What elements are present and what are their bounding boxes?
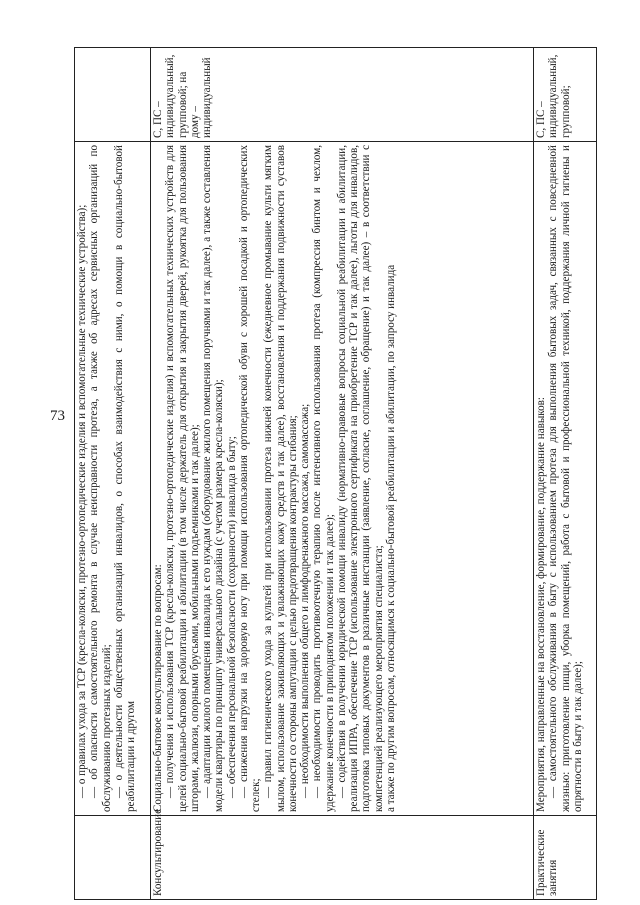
content-line: — правил гигиенического ухода за культей при использовании протеза нижней конечности (ежедневное промывание культи мягким мылом, использование заживляющих и увлажняющих кожу средств и так далее), восстановления и поддержания подвижности суставов конечности со стороны ампутации с целью предотвращения контрактуры сгибания; xyxy=(262,145,299,812)
form-cell: С, ПС – индивидуальный, групповой; на дому – индивидуальный xyxy=(151,48,534,142)
content-line: — необходимости выполнения общего и лимфодренажного массажа, самомассажа; xyxy=(299,403,311,798)
content-line: — об опасности самостоятельного ремонта в случае неисправности протеза, а также об адресах сервисных организаций по обслуживанию протезных изделий; xyxy=(88,145,113,812)
category-cell xyxy=(534,816,597,900)
category-label: Консультирование xyxy=(152,808,164,896)
content-cell xyxy=(151,142,534,816)
content-line: — о правилах ухода за ТСР (кресла-коляски, протезно-ортопедические изделия и вспомогательные технические устройства); xyxy=(76,204,88,798)
content-line: Социально-бытовое консультирование по вопросам: xyxy=(152,564,164,812)
content-line: — необходимости проводить противоотечную терапию после интенсивного использования протеза (компрессия бинтом и чехлом, удержание конечности в приподнятом положении и так далее); xyxy=(311,145,336,812)
table-row xyxy=(75,48,151,900)
content-line: Мероприятия, направленные на восстановление, формирование, поддержание навыков: xyxy=(535,396,547,812)
rehabilitation-measures-table xyxy=(74,47,597,900)
content-line: — адаптации жилого помещения инвалида к его нуждам (оборудование жилого помещения поручнями и так далее), а также составления модели квартиры по принципу универсального дизайна (с учетом размера кресла-коляски); xyxy=(201,145,226,812)
content-cell xyxy=(75,142,151,816)
content-line: — самостоятельного обслуживания в быту с использованием протеза для выполнения бытовых задач, связанных с повседневной жизнью: приготовление пищи, уборка помещений, работа с бытовой и профессиональной техникой, поддержания личной гигиены и опрятности в быту и так далее); xyxy=(547,145,584,812)
content-line: — получения и использования ТСР (кресла-коляски, протезно-ортопедические изделия) и вспомогательных технических устройств для целей социально-бытовой реабилитации и абилитации (в том числе держатель для открытия и закрытия дверей, рукоятка для пользования шторами, жалюзи, опорными брусьями, мобильными подъемниками и так далее); xyxy=(164,145,201,812)
content-line: а также по другим вопросам, относящимся к социально-бытовой реабилитации и абилитации, по запросу инвалида xyxy=(384,264,397,812)
category-cell xyxy=(75,816,151,900)
table-row xyxy=(151,48,534,900)
category-cell xyxy=(151,808,534,900)
document-table-container xyxy=(74,47,597,900)
form-cell: С, ПС – индивидуальный, групповой; xyxy=(534,48,597,142)
table-row xyxy=(534,48,597,900)
category-label: Практические занятия xyxy=(535,829,560,896)
content-line: — о деятельности общественных организаций инвалидов, о способах взаимодействия с ними, о помощи в социально-бытовой реабилитации и другом xyxy=(112,145,137,812)
content-line: — содействия в получении юридической помощи инвалиду (нормативно-правовые вопросы социальной реабилитации и абилитации, реализация ИПРА, обеспечение ТСР (использование электронного сертификата на приобретение ТСР и так далее), льготы для инвалидов, подготовка типовых документов в различные инстанции (заявление, согласие, соглашение, обращение) и так далее) – в соответствии с компетенцией реализующего мероприятия специалиста; xyxy=(335,145,385,812)
page-number: 73 xyxy=(50,408,65,424)
content-line: — снижения нагрузки на здоровую ногу при помощи использования ортопедической обуви с хорошей посадкой и ортопедических стелек; xyxy=(237,145,262,812)
content-cell xyxy=(534,142,597,816)
content-line: — обеспечения персональной безопасности (сохранности) инвалида в быту; xyxy=(225,436,238,798)
form-cell xyxy=(75,48,151,142)
